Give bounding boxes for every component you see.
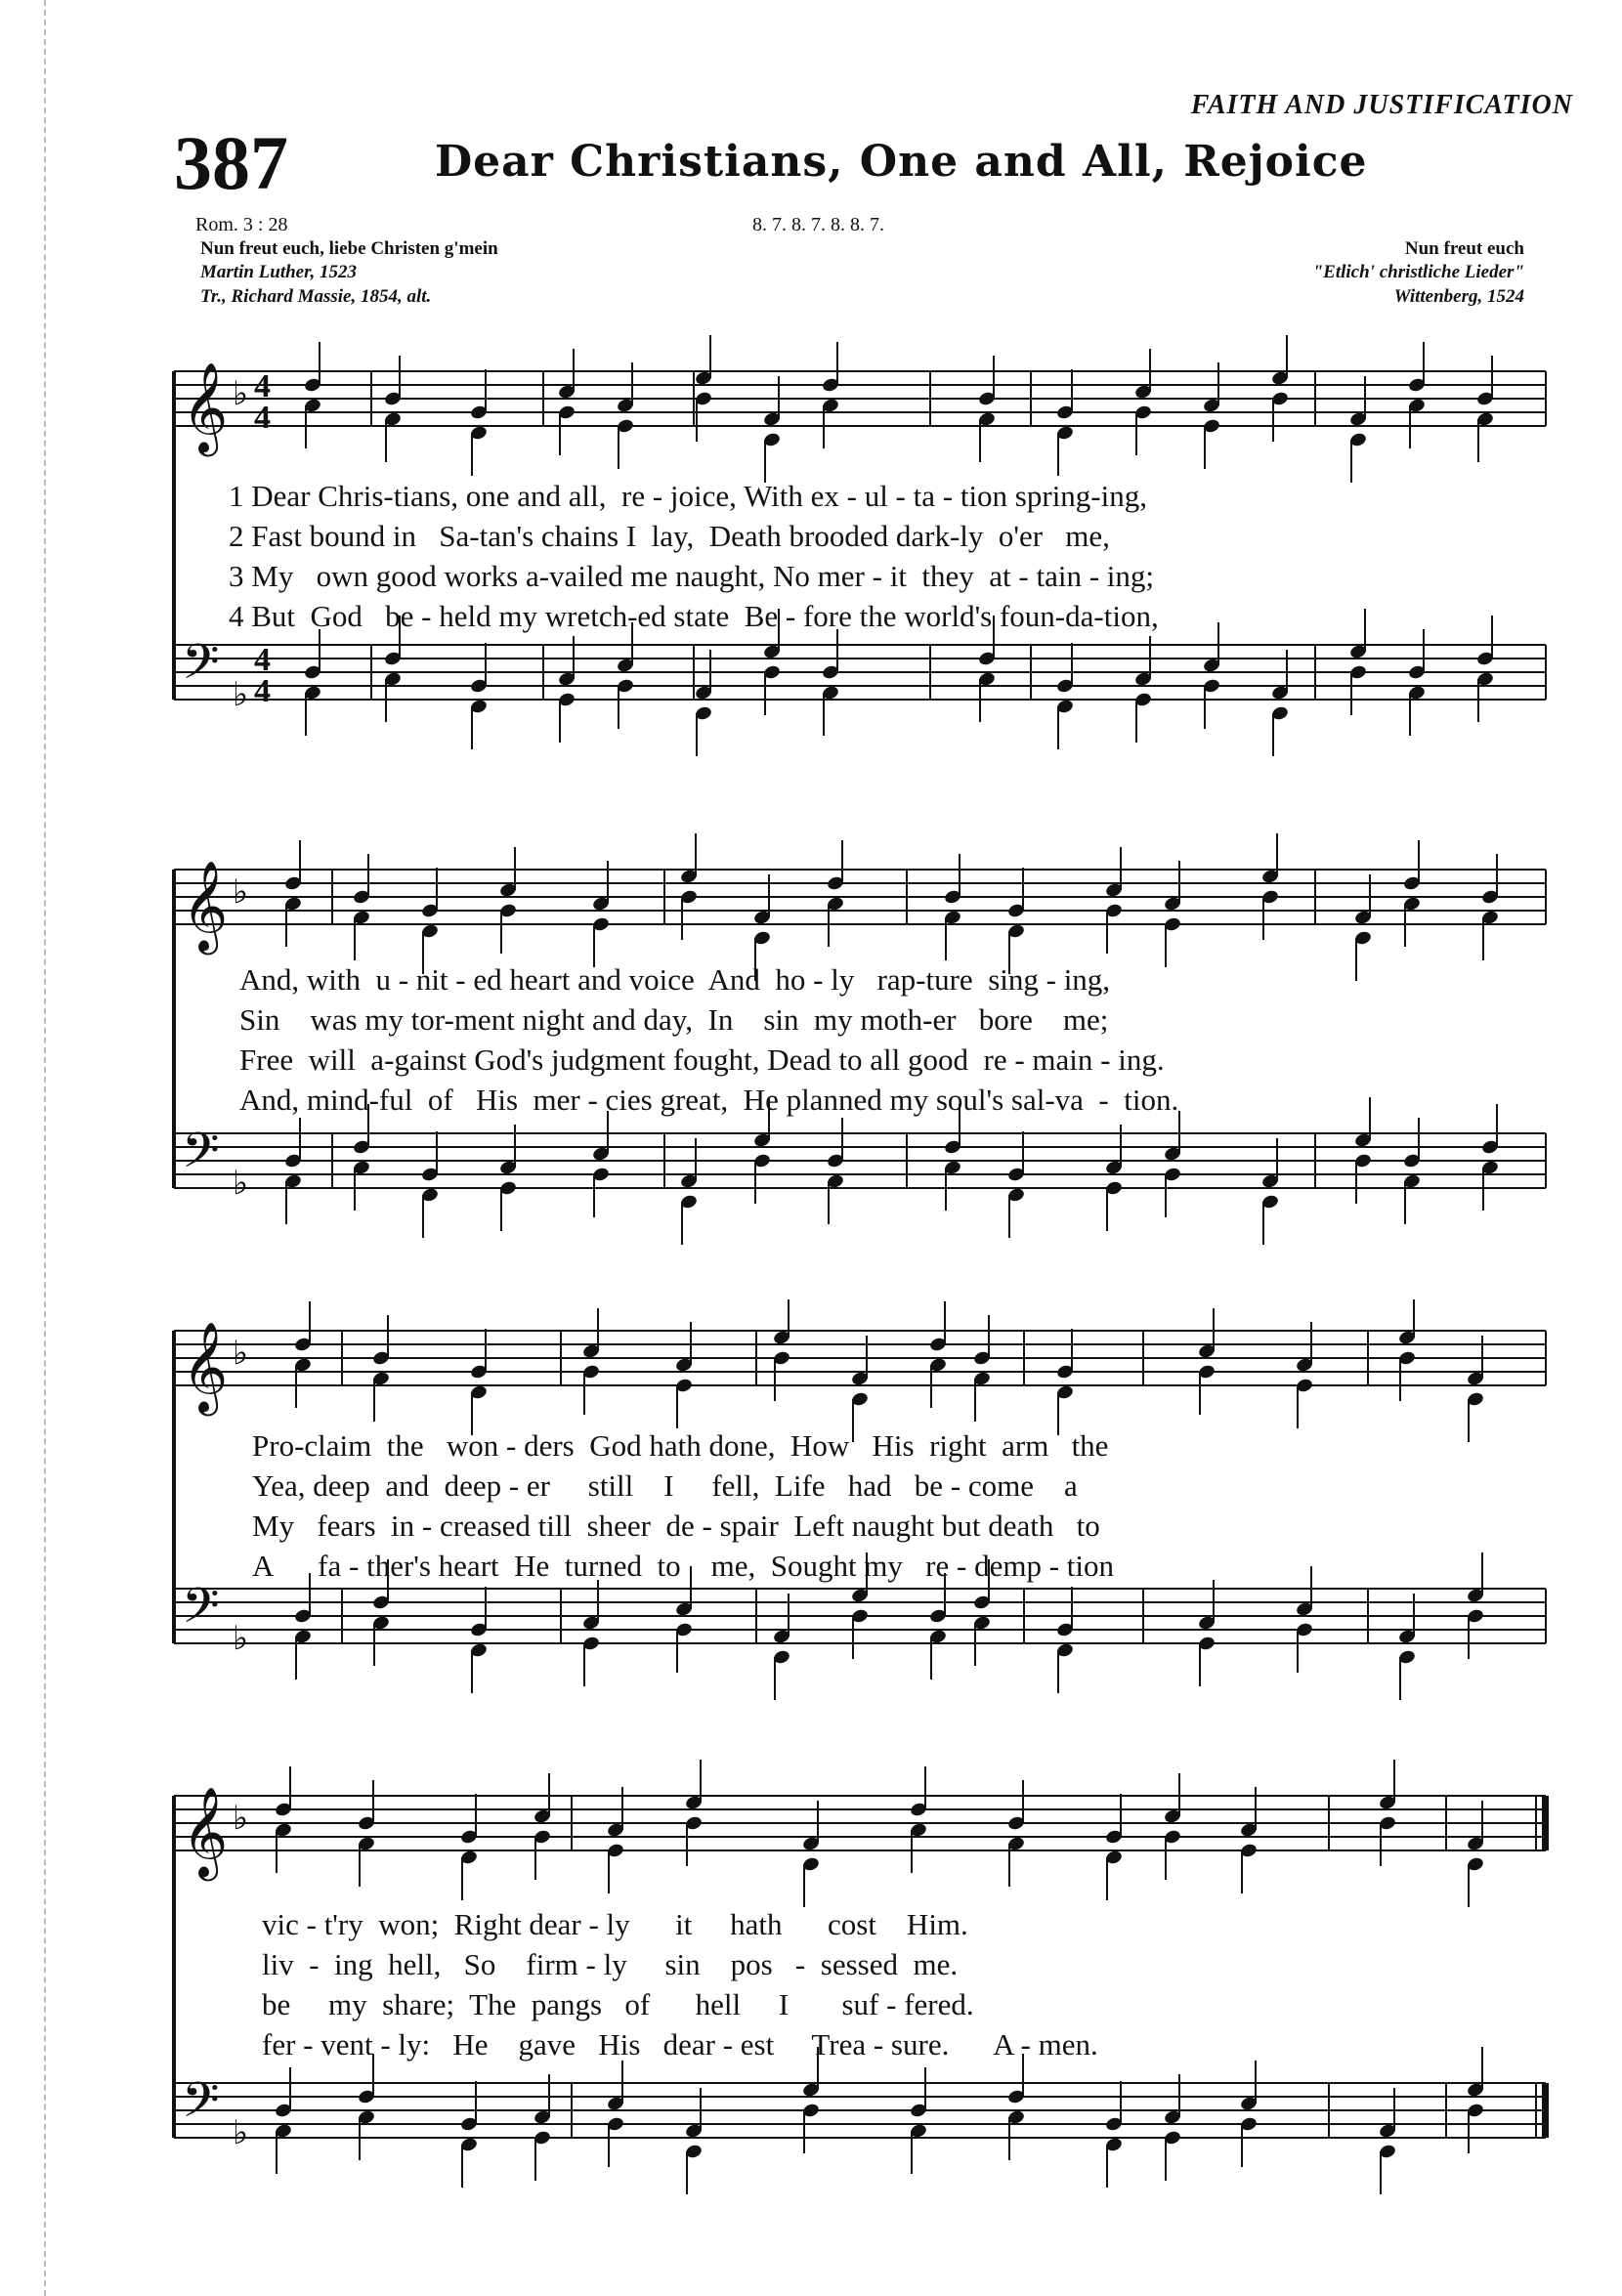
treble-time-signature-top: 4 [254,368,271,404]
lyric-line: 4 But God be - held my wretch-ed state Be - fore the world's foun-da-tion, [229,599,1159,633]
treble-clef-icon: 𝄞 [182,361,229,452]
treble-clef-icon: 𝄞 [182,1786,229,1877]
section-title: FAITH AND JUSTIFICATION [1190,90,1573,120]
lyric-line: A fa - ther's heart He turned to me, Sought my re - demp - tion [252,1549,1115,1583]
treble-staff [174,371,1546,426]
music-system-1 [0,322,1622,791]
lyric-line: Free will a-gainst God's judgment fought, Dead to all good re - main - ing. [239,1042,1165,1077]
treble-clef-icon: 𝄞 [182,1321,229,1412]
lyric-line: Pro-claim the won - ders God hath done, How His right arm the [252,1428,1109,1463]
flat-icon: ♭ [233,1164,249,1203]
bass-time-signature-top: 4 [254,642,271,678]
lyric-line: And, mind-ful of His mer - cies great, He planned my soul's sal-va - tion. [239,1083,1179,1117]
lyric-line: My fears in - creased till sheer de - spair Left naught but death to [252,1509,1100,1543]
final-barline-thick [1542,1796,1549,1850]
treble-clef-icon: 𝄞 [182,860,229,951]
lyric-line: liv - ing hell, So firm - ly sin pos - sessed me. [262,1947,959,1981]
lyric-line: Yea, deep and deep - er still I fell, Life had be - come a [252,1468,1078,1503]
flat-icon: ♭ [233,374,249,413]
lyric-line: 1 Dear Chris-tians, one and all, re - joice, With ex - ul - ta - tion spring-ing, [229,479,1147,513]
lyric-line: 3 My own good works a-vailed me naught, No mer - it they at - tain - ing; [229,559,1155,593]
tune-name: Nun freut euch [1404,238,1524,259]
bass-staff [174,645,1546,700]
flat-icon: ♭ [233,675,249,714]
bass-clef-icon: 𝄢 [182,1123,220,1191]
lyric-line: Sin was my tor-ment night and day, In sin my moth-er bore me; [239,1002,1109,1037]
lyric-line: And, with u - nit - ed heart and voice And ho - ly rap-ture sing - ing, [239,962,1111,997]
scripture-reference: Rom. 3 : 28 [195,214,288,235]
tune-place: Wittenberg, 1524 [1393,286,1524,307]
original-title: Nun freut euch, liebe Christen g'mein [200,238,498,259]
hymn-title: Dear Christians, One and All, Rejoice [435,137,1368,187]
lyric-line: vic - t'ry won; Right dear - ly it hath cost Him. [262,1907,968,1941]
meter: 8. 7. 8. 7. 8. 8. 7. [752,214,884,235]
treble-staff [174,870,1546,924]
flat-icon: ♭ [233,1799,249,1838]
bass-clef-icon: 𝄢 [182,634,220,702]
flat-icon: ♭ [233,1334,249,1373]
bass-time-signature-bottom: 4 [254,673,271,709]
tune-source: "Etlich' christliche Lieder" [1312,262,1524,282]
bass-clef-icon: 𝄢 [182,2072,220,2141]
translator: Tr., Richard Massie, 1854, alt. [200,286,432,307]
flat-icon: ♭ [233,1619,249,1658]
treble-staff [174,1796,1546,1850]
bass-staff [174,1133,1546,1188]
final-barline-thick [1542,2083,1549,2138]
hymn-number: 387 [174,120,288,205]
bass-staff [174,2083,1546,2138]
treble-time-signature-bottom: 4 [254,400,271,436]
lyric-line: 2 Fast bound in Sa-tan's chains I lay, Death brooded dark-ly o'er me, [229,519,1110,553]
music-system-2 [0,830,1622,1251]
bass-clef-icon: 𝄢 [182,1578,220,1646]
lyric-line: fer - vent - ly: He gave His dear - est Trea - sure. A - men. [262,2027,1098,2062]
author: Martin Luther, 1523 [200,262,357,282]
lyric-line: be my share; The pangs of hell I suf - fered. [262,1987,974,2021]
flat-icon: ♭ [233,872,249,912]
flat-icon: ♭ [233,2113,249,2152]
